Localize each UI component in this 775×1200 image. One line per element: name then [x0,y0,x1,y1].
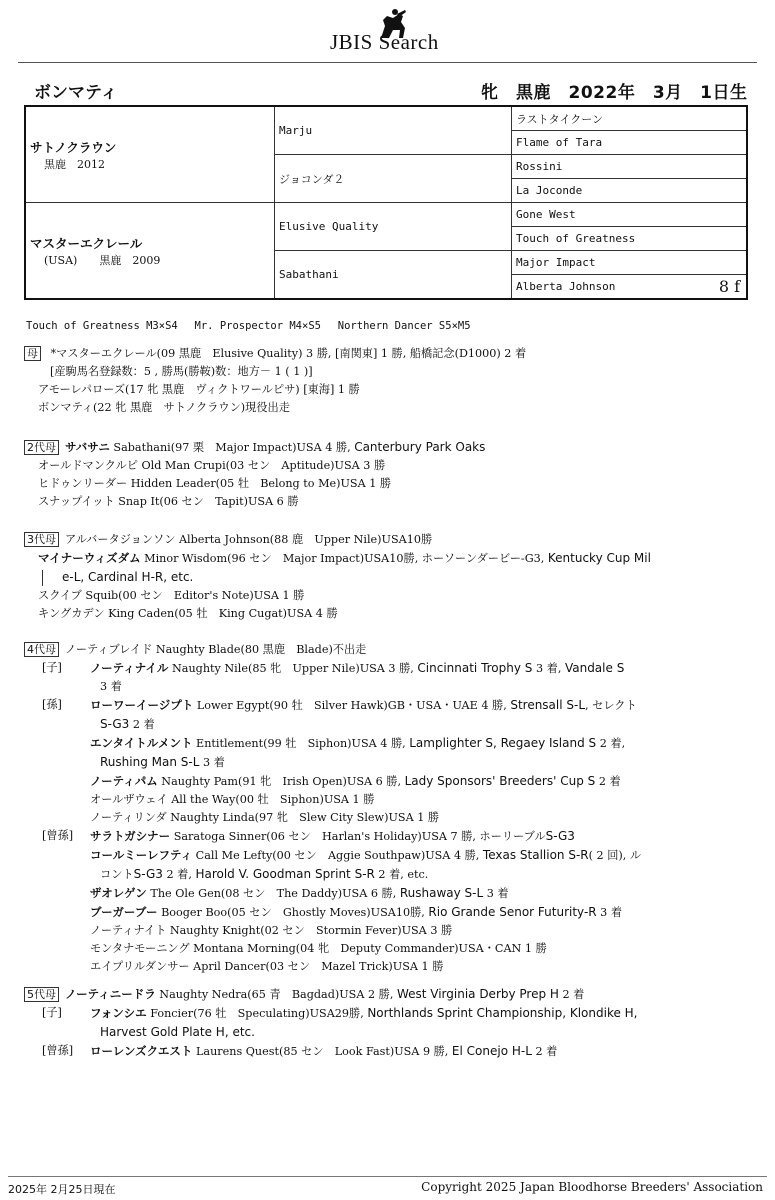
descendant-record: Naughty Nile(85 牝 Upper Nile)USA 3 勝, [168,662,418,675]
2nd-dam-foal[interactable]: ヒドゥンリーダー Hidden Leader(05 牡 Belong to Me)USA 1 勝 [38,477,392,490]
descendant-line[interactable]: ノーティリンダ Naughty Linda(97 牝 Slew City Slew)USA 1 勝 [90,811,440,824]
race-name: Cincinnati Trophy S [417,661,533,675]
race-grade: S-G3 [133,867,163,881]
placing: 2 着, [162,868,196,881]
3rd-dam-foal-record: Minor Wisdom(96 セン Major Impact)USA10勝, ホーソーンダービー-G3, [140,552,548,565]
placing: 2 着, etc. [374,868,429,881]
ped-sdd[interactable]: La Joconde [512,179,748,203]
placing: 3 着 [199,756,225,769]
ped-sds[interactable]: Rossini [512,155,748,179]
5th-dam-name[interactable]: ノーティニードラ [65,987,156,1001]
family-4th-dam [24,641,761,976]
footer-divider [8,1176,767,1177]
race-name: Lamplighter S, Regaey Island S [409,736,597,750]
3rd-dam-record: アルバータジョンソン Alberta Johnson(88 鹿 Upper Nile)USA10勝 [65,533,433,546]
ped-sss[interactable]: ラストタイクーン [512,106,748,131]
tag-child: [子] [42,1006,62,1019]
sire-name[interactable]: サトノクラウン [30,139,117,155]
descendant-line[interactable]: エイプリルダンサー April Dancer(03 セン Mazel Trick)USA 1 勝 [90,960,444,973]
descendant-record: The Ole Gen(08 セン The Daddy)USA 6 勝, [146,887,400,900]
dam-progeny-stats: [産駒馬名登録数：5 , 勝馬(勝鞍)数：地方－ 1 ( 1 )] [50,365,313,378]
label-3rd-dam: 3代母 [24,532,59,547]
race-name: West Virginia Derby Prep H [396,987,559,1001]
3rd-dam-foal-name[interactable]: マイナーウィズダム [38,551,141,565]
placing: 2 着 [558,988,585,1001]
race-name-jp: コント [100,868,134,881]
race-grade: S-G3 [100,717,130,731]
placing: 3 着 [596,906,623,919]
race-name: Canterbury Park Oaks [354,440,486,454]
race-name: Strensall S-L [510,698,586,712]
descendant-name[interactable]: ブーガーブー [90,905,158,919]
dam-foal-1[interactable]: アモーレパローズ(17 牝 黒鹿 ヴィクトワールピサ) [東海] 1 勝 [38,383,360,396]
2nd-dam-foal[interactable]: スナップイット Snap It(06 セン Tapit)USA 6 勝 [38,495,299,508]
descendant-record: Laurens Quest(85 セン Look Fast)USA 9 勝, [192,1045,452,1058]
race-name: Rushaway S-L [399,886,484,900]
pedigree-table [24,105,748,300]
label-4th-dam: 4代母 [24,642,59,657]
descendant-name[interactable]: ザオレゲン [90,886,147,900]
tag-grandchild: [孫] [42,698,62,711]
label-2nd-dam: 2代母 [24,440,59,455]
sire-sub: 黒鹿 2012 [44,157,105,171]
descendant-name[interactable]: ノーティパム [90,774,158,788]
descendant-record: Saratoga Sinner(06 セン Harlan's Holiday)USA 7 勝, ホーリーブル [170,830,546,843]
sire-sire[interactable]: Marju [275,106,512,155]
2nd-dam-foal[interactable]: オールドマンクルピ Old Man Crupi(03 セン Aptitude)USA 3 勝 [38,459,386,472]
race-name: Kentucky Cup Mil [547,551,651,565]
label-5th-dam: 5代母 [24,987,59,1002]
ped-dds[interactable]: Major Impact [512,251,748,275]
placing: 3 着, [532,662,565,675]
jbis-search-logo[interactable] [330,8,470,54]
descendant-record: Entitlement(99 牡 Siphon)USA 4 勝, [192,737,410,750]
descendant-name[interactable]: コールミーレフティ [90,848,193,862]
placing: 2 着 [129,718,155,731]
descendant-name[interactable]: フォンシエ [90,1006,147,1020]
5th-dam-record: Naughty Nedra(65 青 Bagdad)USA 2 勝, [155,988,397,1001]
descendant-name[interactable]: ローワーイージプト [90,698,194,712]
family-dam [24,345,761,417]
descendant-line[interactable]: オールザウェイ All the Way(00 牡 Siphon)USA 1 勝 [90,793,375,806]
descendant-name[interactable]: エンタイトルメント [90,736,193,750]
ped-ddd-cell [512,275,748,300]
horse-name: ボンマティ [34,83,118,103]
placing: 2 着 [595,775,621,788]
3rd-dam-foal[interactable]: スクイブ Squib(00 セン Editor's Note)USA 1 勝 [38,589,305,602]
family-2nd-dam [24,438,761,511]
generation-mark: 8 f [718,277,740,296]
race-name: Harvest Gold Plate H, etc. [100,1025,255,1039]
ped-dss[interactable]: Gone West [512,203,748,227]
family-5th-dam [24,985,761,1061]
family-3rd-dam [24,531,761,623]
label-dam: 母 [24,346,41,361]
descendant-record: Lower Egypt(90 牡 Silver Hawk)GB・USA・UAE 4 勝, [193,699,511,712]
race-name: e-L, Cardinal H-R, etc. [62,570,194,584]
sire-dam[interactable]: ジョコンダ２ [275,155,512,203]
dam-sire[interactable]: Elusive Quality [275,203,512,251]
race-name: Texas Stallion S-R [482,848,589,862]
tag-great-grandchild: [曾孫] [42,1044,74,1057]
dam-foal-2[interactable]: ボンマティ(22 牝 黒鹿 サトノクラウン)現役出走 [38,401,290,414]
tag-great-grandchild: [曾孫] [42,829,74,842]
race-name: Harold V. Goodman Sprint S-R [195,867,375,881]
ped-ddd[interactable]: Alberta Johnson [516,280,616,293]
horse-info: 牝 黒鹿 2022年 3月 1日生 [481,83,748,103]
3rd-dam-foal[interactable]: キングカデン King Caden(05 牡 King Cugat)USA 4 勝 [38,607,338,620]
descendant-record: Foncier(76 牡 Speculating)USA29勝, [146,1007,368,1020]
header-divider [18,62,757,63]
race-name: El Conejo H-L [451,1044,532,1058]
dam-cell [25,203,275,300]
descendant-line[interactable]: モンタナモーニング Montana Morning(04 牝 Deputy Commander)USA・CAN 1 勝 [90,942,547,955]
dam-dam[interactable]: Sabathani [275,251,512,300]
descendant-name[interactable]: ノーティナイル [90,661,169,675]
race-name: Vandale S [564,661,625,675]
placing: ( 2 回), ル [588,849,642,862]
dam-record: *マスターエクレール(09 黒鹿 Elusive Quality) 3 勝, [南関東] 1 勝, 船橋記念(D1000) 2 着 [47,347,527,360]
race-name: Rio Grande Senor Futurity-R [428,905,597,919]
tag-child: [子] [42,661,62,674]
2nd-dam-name[interactable]: サバサニ [65,440,110,454]
ped-ssd[interactable]: Flame of Tara [512,131,748,155]
placing: 3 着 [100,680,122,693]
descendant-line[interactable]: ノーティナイト Naughty Knight(02 セン Stormin Fever)USA 3 勝 [90,924,453,937]
dam-sub: (USA) 黒鹿 2009 [44,253,161,267]
race-name-jp: , セレクト [585,699,637,712]
descendant-record: Call Me Lefty(00 セン Aggie Southpaw)USA 4 勝, [192,849,483,862]
footer-date: 2025年 2月25日現在 [8,1183,116,1196]
placing: 2 着 [531,1045,558,1058]
descendant-record: Booger Boo(05 セン Ghostly Moves)USA10勝, [157,906,429,919]
sire-cell [25,106,275,203]
4th-dam-record: ノーティブレイド Naughty Blade(80 黒鹿 Blade)不出走 [65,643,367,656]
continuation-bar [42,570,43,586]
dam-name[interactable]: マスターエクレール [30,235,143,251]
footer-copyright: Copyright 2025 Japan Bloodhorse Breeders' Association [421,1180,763,1194]
race-name: Lady Sponsors' Breeders' Cup S [404,774,596,788]
descendant-name[interactable]: ローレンズクエスト [90,1044,193,1058]
placing: 2 着, [596,737,626,750]
inbreeding-line: Touch of Greatness M3×S4 Mr. Prospector M4×S5 Northern Dancer S5×M5 [26,320,471,332]
race-name: Rushing Man S-L [100,755,200,769]
2nd-dam-record: Sabathani(97 栗 Major Impact)USA 4 勝, [109,441,355,454]
race-name: Northlands Sprint Championship, Klondike H, [367,1006,638,1020]
placing: 3 着 [483,887,509,900]
logo-text: JBIS Search [330,30,439,54]
descendant-name[interactable]: サラトガシナー [90,829,171,843]
race-grade: S-G3 [545,829,575,843]
ped-dsd[interactable]: Touch of Greatness [512,227,748,251]
descendant-record: Naughty Pam(91 牝 Irish Open)USA 6 勝, [157,775,405,788]
